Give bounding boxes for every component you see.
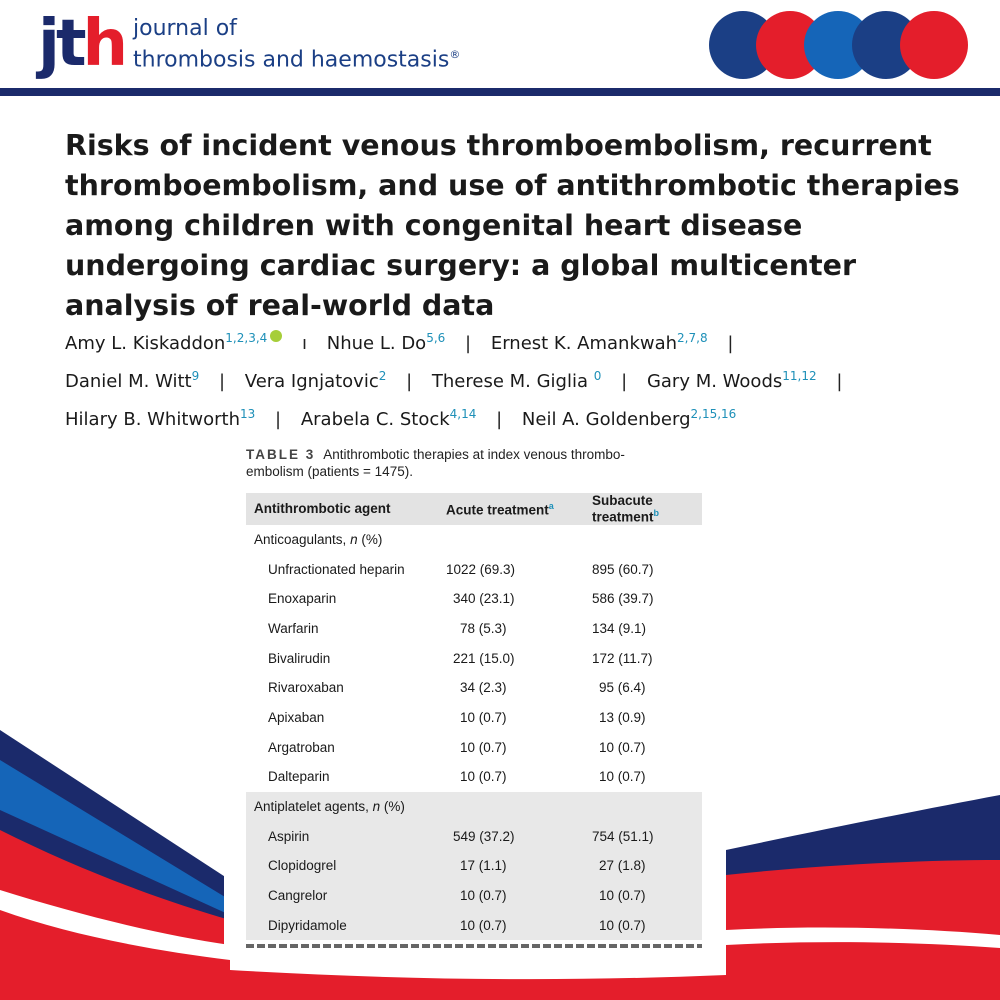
subacute-cell: 172 (11.7) [592, 650, 653, 666]
header-divider [0, 88, 1000, 96]
author-name[interactable]: Daniel M. Witt [65, 371, 192, 392]
subacute-cell: 10 (0.7) [584, 881, 702, 911]
brand-circles-icon [708, 10, 978, 80]
column-header-agent: Antithrombotic agent [246, 493, 438, 525]
subacute-cell: 10 (0.7) [599, 769, 646, 785]
author-separator: | [836, 371, 843, 392]
footnote-link-b[interactable]: b [653, 508, 660, 518]
table-row [246, 910, 702, 940]
author-name[interactable]: Arabela C. Stock [300, 409, 450, 430]
orcid-icon[interactable] [270, 330, 282, 342]
acute-cell: 549 (37.2) [438, 821, 584, 851]
acute-cell: 1022 (69.3) [446, 561, 516, 577]
acute-cell: 10 (0.7) [460, 709, 507, 725]
agent-cell: Warfarin [268, 620, 319, 636]
acute-cell: 17 (1.1) [438, 851, 584, 881]
author-separator: | [621, 371, 628, 392]
agent-cell: Clopidogrel [246, 851, 438, 881]
acute-cell: 10 (0.7) [460, 769, 507, 785]
subacute-cell: 10 (0.7) [584, 910, 702, 940]
agent-cell: Unfractionated heparin [268, 561, 405, 577]
author-affiliation[interactable]: 1,2,3,4 [225, 331, 268, 345]
table-row [246, 851, 702, 881]
category-row-antiplatelet [246, 792, 702, 822]
table-row [246, 703, 702, 733]
column-header-subacute: Subacute treatment$^b$ [584, 493, 702, 525]
author-name[interactable]: Therese M. Giglia [431, 371, 589, 392]
category-row-anticoagulants [246, 525, 702, 555]
author-separator: | [465, 333, 472, 354]
author-affiliation[interactable]: 2,7,8 [677, 331, 708, 345]
category-label: Antiplatelet agents, n (%) [246, 792, 702, 822]
table-row [246, 554, 702, 584]
subacute-cell: 13 (0.9) [599, 709, 646, 725]
agent-cell: Bivalirudin [268, 650, 331, 666]
subacute-cell: 895 (60.7) [592, 561, 654, 577]
journal-logo: jth [38, 7, 125, 81]
author-name[interactable]: Vera Ignjatovic [244, 371, 379, 392]
agent-cell: Argatroban [268, 739, 335, 755]
table-caption-line2: embolism (patients = 1475). [246, 464, 413, 479]
journal-name [133, 16, 460, 73]
author-affiliation[interactable]: 13 [240, 407, 256, 421]
brand-circle-5 [900, 11, 968, 79]
subacute-cell: 27 (1.8) [584, 851, 702, 881]
table-panel [224, 438, 726, 948]
article-title: Risks of incident venous thromboembolism, recurrent thromboembolism, and use of antithrombotic therapies among children with congenital heart disease undergoing cardiac surgery: a global multicenter analysis of real-world data [65, 129, 960, 322]
category-label: Anticoagulants, n (%) [254, 531, 383, 547]
column-header-acute: Acute treatment$^a$ [438, 493, 584, 525]
table-row [246, 643, 702, 673]
agent-cell: Enoxaparin [268, 591, 337, 607]
agent-cell: Apixaban [268, 709, 325, 725]
journal-name-line1: journal of [133, 16, 237, 41]
author-affiliation[interactable]: 5,6 [426, 331, 446, 345]
agent-cell: Aspirin [246, 821, 438, 851]
table-row [246, 732, 702, 762]
author-affiliation[interactable]: 11,12 [782, 369, 817, 383]
author-separator: | [727, 333, 734, 354]
author-affiliation[interactable]: 0 [593, 369, 602, 383]
subacute-cell: 10 (0.7) [599, 739, 646, 755]
agent-cell: Dipyridamole [246, 910, 438, 940]
journal-name-line2: thrombosis and haemostasis [133, 47, 450, 73]
author-name[interactable]: Nhue L. Do [326, 333, 427, 354]
acute-cell: 78 (5.3) [460, 620, 507, 636]
subacute-cell: 586 (39.7) [592, 591, 654, 607]
author-name[interactable]: Gary M. Woods [646, 371, 783, 392]
table-caption-line1: Antithrombotic therapies at index venous thrombo- [323, 447, 625, 462]
author-name[interactable]: Amy L. Kiskaddon [65, 333, 226, 354]
acute-cell: 10 (0.7) [438, 881, 584, 911]
agent-cell: Rivaroxaban [268, 680, 344, 696]
agent-cell: Cangrelor [246, 881, 438, 911]
cropped-footnote [246, 941, 702, 948]
agent-cell: Dalteparin [268, 769, 330, 785]
author-name[interactable]: Hilary B. Whitworth [65, 409, 240, 430]
author-separator: ı [302, 333, 308, 354]
table-row [246, 821, 702, 851]
table-row [246, 881, 702, 911]
author-affiliation[interactable]: 2 [378, 369, 387, 383]
table-label: TABLE 3 [246, 447, 316, 462]
subacute-cell: 95 (6.4) [599, 680, 646, 696]
footnote-link-a[interactable]: a [548, 500, 554, 511]
swoosh-red-bottom [230, 970, 726, 1000]
author-affiliation[interactable]: 2,15,16 [690, 407, 737, 421]
acute-cell: 340 (23.1) [453, 591, 515, 607]
acute-cell: 10 (0.7) [438, 910, 584, 940]
author-affiliation[interactable]: 4,14 [449, 407, 477, 421]
author-name[interactable]: Ernest K. Amankwah [490, 333, 678, 354]
table-header-row [246, 493, 702, 525]
table-row [246, 673, 702, 703]
author-separator: | [218, 371, 226, 392]
author-separator: | [275, 409, 282, 430]
acute-cell: 10 (0.7) [460, 739, 507, 755]
author-separator: | [406, 371, 413, 392]
therapies-table [246, 493, 702, 940]
author-separator: | [496, 409, 503, 430]
table-row [246, 762, 702, 792]
table-row [246, 584, 702, 614]
acute-cell: 221 (15.0) [453, 650, 515, 666]
author-list [65, 322, 965, 436]
acute-cell: 34 (2.3) [460, 680, 507, 696]
table-caption [246, 446, 706, 480]
author-name[interactable]: Neil A. Goldenberg [521, 409, 691, 430]
table-row [246, 614, 702, 644]
subacute-cell: 754 (51.1) [584, 821, 702, 851]
subacute-cell: 134 (9.1) [592, 620, 647, 636]
author-affiliation[interactable]: 9 [191, 369, 200, 383]
registered-mark: ® [449, 48, 461, 61]
